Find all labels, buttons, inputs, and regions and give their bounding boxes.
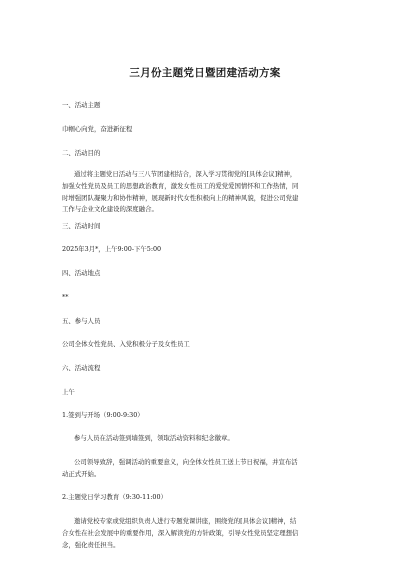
step1-line: 参与人员在活动签到墙签到，领取活动资料和纪念徽章。 — [74, 434, 234, 442]
section-heading-location: 四、活动地点 — [62, 269, 101, 277]
step1-paragraph-2 — [62, 457, 354, 481]
section-heading-process: 六、活动流程 — [62, 364, 101, 372]
participants-text: 公司全体女性党员、入党积极分子及女性员工 — [62, 340, 190, 348]
morning-label: 上午 — [62, 388, 75, 396]
step2-heading: 2.主题党日学习教育（9:30-11:00） — [62, 493, 167, 501]
purpose-paragraph — [62, 169, 354, 216]
purpose-line: 加强女性党员及员工的思想政治教育，激发女性员工的爱党爱国情怀和工作热情，同 — [62, 181, 299, 190]
location-text: ** — [62, 293, 69, 301]
step2-line: 邀请党校专家或党组织负责人进行专题党课讲座，围绕党的[具体会议]精神，结 — [74, 517, 297, 525]
time-text: 2025年3月*，上午9:00-下午5:00 — [62, 245, 162, 253]
purpose-line: 通过将主题党日活动与三八节团建相结合，深入学习贯彻党的[具体会议]精神， — [74, 170, 297, 178]
purpose-line: 工作与企业文化建设的深度融合。 — [62, 205, 158, 214]
step2-line: 念，强化责任担当。 — [62, 540, 120, 549]
step2-paragraph — [62, 516, 354, 551]
section-heading-participants: 五、参与人员 — [62, 317, 101, 325]
section-heading-theme: 一、活动主题 — [62, 101, 101, 109]
step2-line: 合女性在社会发展中的重要作用，深入解读党的方针政策，引导女性党员坚定理想信 — [62, 528, 299, 537]
step1-heading: 1.签到与开场（9:00-9:30） — [62, 411, 144, 419]
section-heading-time: 三、活动时间 — [62, 222, 101, 230]
purpose-line: 时增强团队凝聚力和协作精神，展现新时代女性积极向上的精神风貌，促进公司党建 — [62, 193, 299, 202]
step1-paragraph-1 — [62, 433, 354, 445]
theme-text: 巾帼心向党，奋进新征程 — [62, 125, 133, 133]
step1-line: 动正式开始。 — [62, 469, 101, 478]
step1-line: 公司领导致辞，强调活动的重要意义，向全体女性员工送上节日祝福，并宣布活 — [74, 458, 298, 466]
section-heading-purpose: 二、活动目的 — [62, 149, 101, 157]
document-title: 三月份主题党日暨团建活动方案 — [129, 67, 281, 79]
